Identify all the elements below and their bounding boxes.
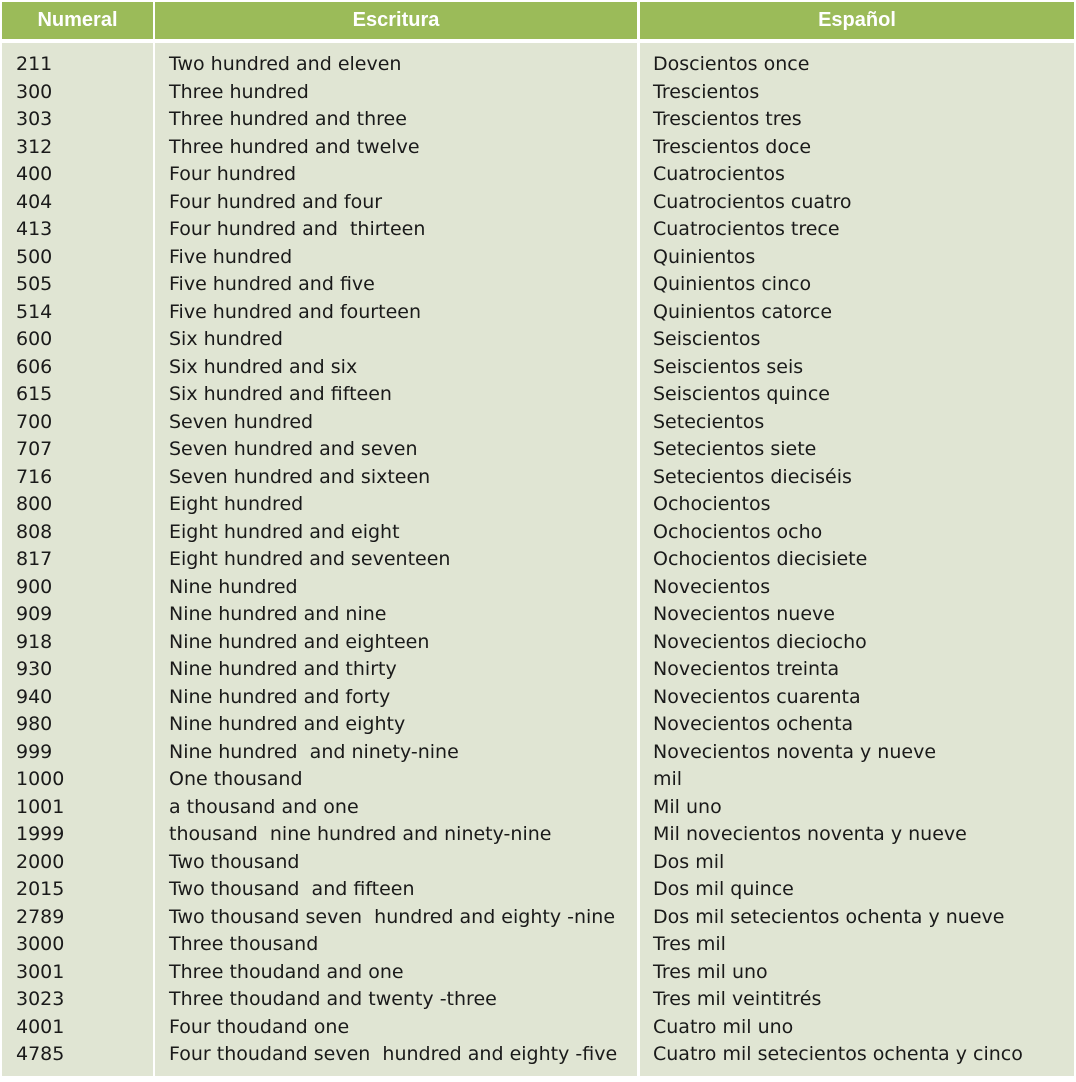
table-row	[0, 959, 1076, 987]
cell-escritura: Two hundred and eleven	[169, 53, 402, 75]
cell-escritura: Seven hundred and sixteen	[169, 465, 431, 488]
table-row	[0, 794, 1076, 822]
table-row	[0, 739, 1076, 767]
table-row	[0, 79, 1076, 107]
cell-espanol: Novecientos noventa y nueve	[653, 740, 937, 763]
cell-escritura: Three thoudand and twenty -three	[169, 988, 497, 1010]
cell-numeral: 980	[16, 713, 53, 735]
cell-numeral: 4001	[16, 1015, 65, 1038]
cell-espanol: Seiscientos seis	[653, 355, 804, 378]
table-body	[0, 51, 1076, 1069]
cell-espanol: Quinientos cinco	[653, 273, 812, 295]
table-row	[0, 629, 1076, 657]
cell-espanol: Novecientos cuarenta	[653, 685, 861, 708]
cell-espanol: Novecientos dieciocho	[653, 630, 867, 653]
cell-escritura: Nine hundred and thirty	[169, 658, 397, 680]
cell-numeral: 303	[16, 108, 53, 130]
cell-espanol: Ochocientos	[653, 493, 771, 515]
table-row	[0, 904, 1076, 932]
cell-espanol: Cuatro mil uno	[653, 1015, 794, 1038]
cell-escritura: Four hundred and four	[169, 190, 383, 213]
table-row	[0, 684, 1076, 712]
cell-escritura: Four hundred	[169, 163, 297, 185]
table-row	[0, 986, 1076, 1014]
cell-espanol: Novecientos treinta	[653, 658, 840, 680]
cell-numeral: 312	[16, 135, 53, 158]
cell-espanol: Trescientos doce	[653, 135, 812, 158]
table-row	[0, 326, 1076, 354]
cell-espanol: Quinientos	[653, 245, 756, 268]
table-header	[0, 0, 1076, 42]
table-row	[0, 134, 1076, 162]
cell-numeral: 817	[16, 548, 53, 570]
table-row	[0, 51, 1076, 79]
cell-espanol: Dos mil quince	[653, 878, 794, 900]
cell-escritura: Nine hundred	[169, 575, 298, 598]
cell-escritura: Five hundred and fourteen	[169, 300, 421, 323]
cell-numeral: 716	[16, 465, 53, 488]
cell-numeral: 514	[16, 300, 53, 323]
cell-escritura: Four thoudand one	[169, 1015, 350, 1038]
cell-escritura: Six hundred	[169, 328, 283, 350]
cell-espanol: Mil uno	[653, 795, 722, 818]
cell-espanol: Ochocientos ocho	[653, 520, 823, 543]
table-row	[0, 711, 1076, 739]
table-row	[0, 491, 1076, 519]
cell-espanol: Setecientos dieciséis	[653, 465, 852, 488]
cell-espanol: Tres mil veintitrés	[653, 988, 822, 1010]
cell-escritura: Six hundred and six	[169, 355, 358, 378]
cell-espanol: Trescientos tres	[653, 108, 802, 130]
cell-numeral: 999	[16, 740, 53, 763]
cell-espanol: Ochocientos diecisiete	[653, 548, 868, 570]
cell-numeral: 606	[16, 355, 53, 378]
cell-escritura: Five hundred and five	[169, 273, 375, 295]
table-row	[0, 656, 1076, 684]
table-row	[0, 1014, 1076, 1042]
cell-escritura: Seven hundred	[169, 410, 314, 433]
cell-numeral: 615	[16, 383, 53, 405]
cell-escritura: Two thousand seven hundred and eighty -nine	[169, 905, 616, 928]
table-row	[0, 354, 1076, 382]
cell-escritura: Eight hundred and seventeen	[169, 548, 451, 570]
cell-escritura: Eight hundred and eight	[169, 520, 400, 543]
table-row	[0, 1041, 1076, 1069]
cell-espanol: Novecientos nueve	[653, 603, 835, 625]
cell-espanol: Seiscientos quince	[653, 383, 830, 405]
cell-escritura: Four thoudand seven hundred and eighty -five	[169, 1043, 618, 1065]
table-row	[0, 876, 1076, 904]
cell-espanol: Seiscientos	[653, 328, 761, 350]
cell-escritura: Nine hundred and ninety-nine	[169, 740, 459, 763]
cell-numeral: 505	[16, 273, 53, 295]
cell-numeral: 600	[16, 328, 53, 350]
cell-espanol: Setecientos	[653, 410, 765, 433]
cell-escritura: Three hundred and twelve	[169, 135, 420, 158]
cell-numeral: 800	[16, 493, 53, 515]
cell-espanol: Mil novecientos noventa y nueve	[653, 823, 967, 845]
cell-numeral: 930	[16, 658, 53, 680]
table-row	[0, 161, 1076, 189]
cell-escritura: Nine hundred and eighty	[169, 713, 406, 735]
cell-numeral: 1999	[16, 823, 65, 845]
cell-numeral: 2000	[16, 850, 65, 873]
cell-numeral: 918	[16, 630, 53, 653]
cell-espanol: Setecientos siete	[653, 438, 817, 460]
cell-espanol: Trescientos	[653, 80, 760, 103]
table-row	[0, 189, 1076, 217]
cell-escritura: Three thousand	[169, 933, 319, 955]
cell-escritura: Three hundred and three	[169, 108, 407, 130]
cell-numeral: 211	[16, 53, 53, 75]
cell-espanol: mil	[653, 768, 683, 790]
cell-escritura: Five hundred	[169, 245, 293, 268]
cell-numeral: 400	[16, 163, 53, 185]
cell-numeral: 940	[16, 685, 53, 708]
cell-escritura: Eight hundred	[169, 493, 304, 515]
cell-numeral: 3023	[16, 988, 65, 1010]
table-row	[0, 519, 1076, 547]
cell-numeral: 413	[16, 218, 53, 240]
cell-escritura: Nine hundred and nine	[169, 603, 387, 625]
table-row	[0, 546, 1076, 574]
cell-escritura: Three hundred	[169, 80, 309, 103]
cell-escritura: Six hundred and fifteen	[169, 383, 392, 405]
table-row	[0, 601, 1076, 629]
cell-espanol: Tres mil	[653, 933, 726, 955]
cell-numeral: 2789	[16, 905, 65, 928]
cell-escritura: thousand nine hundred and ninety-nine	[169, 823, 552, 845]
cell-espanol: Cuatrocientos trece	[653, 218, 840, 240]
header-espanol: Español	[640, 2, 1074, 39]
cell-espanol: Novecientos	[653, 575, 771, 598]
cell-espanol: Novecientos ochenta	[653, 713, 854, 735]
cell-numeral: 808	[16, 520, 53, 543]
cell-numeral: 900	[16, 575, 53, 598]
cell-numeral: 500	[16, 245, 53, 268]
cell-numeral: 3000	[16, 933, 65, 955]
cell-espanol: Cuatrocientos	[653, 163, 785, 185]
cell-numeral: 909	[16, 603, 53, 625]
table-row	[0, 849, 1076, 877]
cell-espanol: Cuatro mil setecientos ochenta y cinco	[653, 1043, 1023, 1065]
cell-espanol: Dos mil	[653, 850, 725, 873]
table-row	[0, 464, 1076, 492]
header-numeral: Numeral	[2, 2, 153, 39]
cell-numeral: 1001	[16, 795, 65, 818]
table-row	[0, 821, 1076, 849]
cell-numeral: 700	[16, 410, 53, 433]
table-row	[0, 299, 1076, 327]
cell-numeral: 1000	[16, 768, 65, 790]
cell-escritura: Nine hundred and forty	[169, 685, 391, 708]
table-row	[0, 931, 1076, 959]
cell-numeral: 4785	[16, 1043, 65, 1065]
cell-espanol: Tres mil uno	[653, 960, 768, 983]
table-row	[0, 271, 1076, 299]
table-row	[0, 381, 1076, 409]
table-row	[0, 409, 1076, 437]
cell-escritura: a thousand and one	[169, 795, 359, 818]
cell-escritura: Three thoudand and one	[169, 960, 404, 983]
table-row	[0, 574, 1076, 602]
cell-espanol: Cuatrocientos cuatro	[653, 190, 852, 213]
cell-numeral: 707	[16, 438, 53, 460]
cell-numeral: 300	[16, 80, 53, 103]
cell-espanol: Dos mil setecientos ochenta y nueve	[653, 905, 1005, 928]
table-row	[0, 106, 1076, 134]
cell-escritura: Nine hundred and eighteen	[169, 630, 430, 653]
table-row	[0, 766, 1076, 794]
cell-espanol: Quinientos catorce	[653, 300, 833, 323]
header-escritura: Escritura	[155, 2, 637, 39]
table-row	[0, 244, 1076, 272]
table-row	[0, 216, 1076, 244]
cell-espanol: Doscientos once	[653, 53, 810, 75]
cell-escritura: Four hundred and thirteen	[169, 218, 426, 240]
cell-escritura: Two thousand and fifteen	[169, 878, 415, 900]
cell-escritura: One thousand	[169, 768, 303, 790]
cell-numeral: 3001	[16, 960, 65, 983]
cell-escritura: Seven hundred and seven	[169, 438, 418, 460]
cell-escritura: Two thousand	[169, 850, 300, 873]
cell-numeral: 2015	[16, 878, 65, 900]
cell-numeral: 404	[16, 190, 53, 213]
table-row	[0, 436, 1076, 464]
